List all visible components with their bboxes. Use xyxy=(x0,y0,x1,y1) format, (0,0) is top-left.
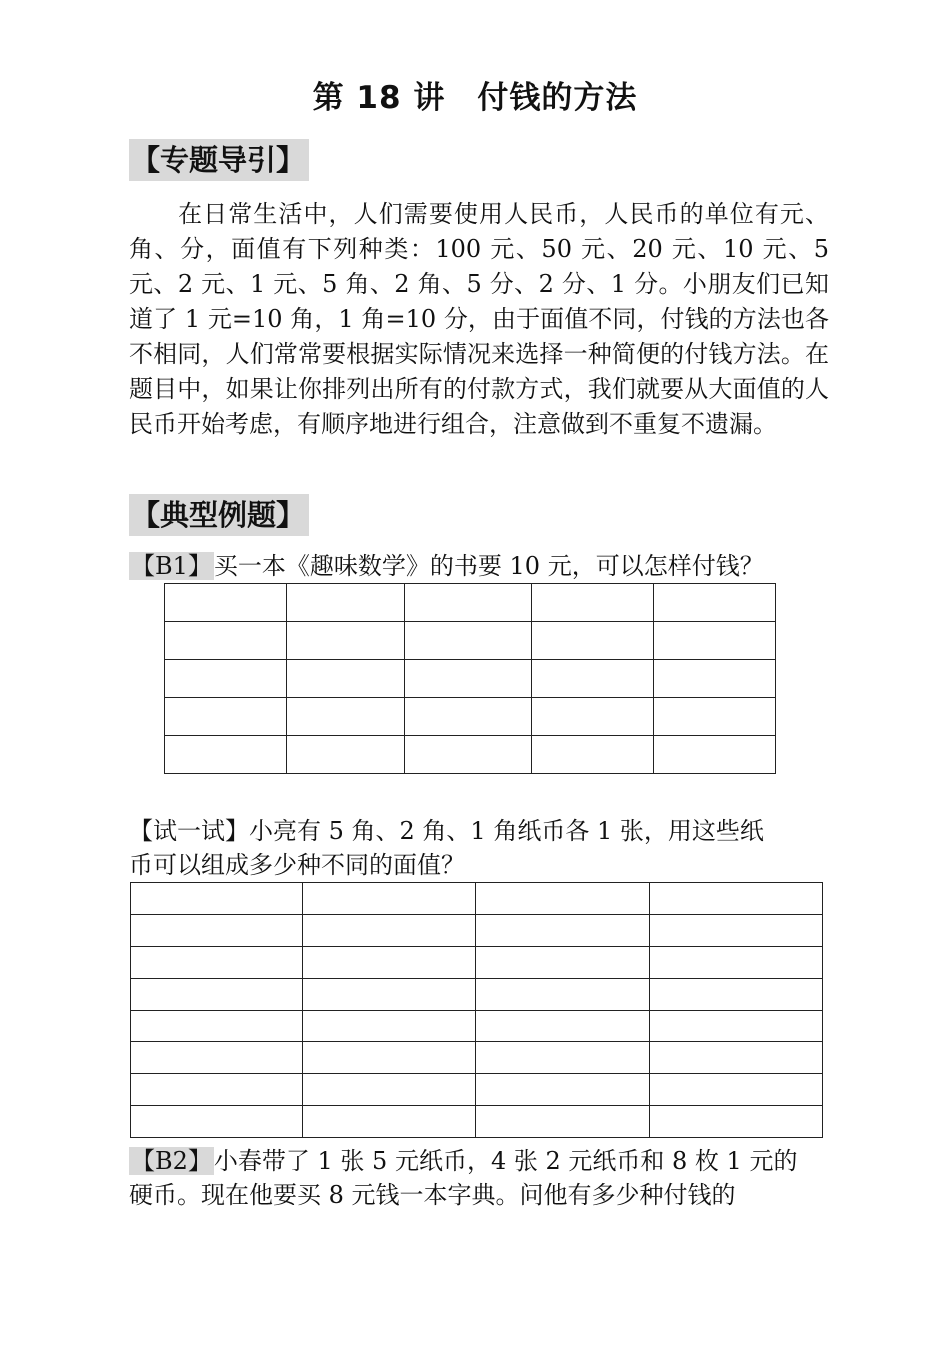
answer-cell xyxy=(287,698,405,736)
table-row xyxy=(131,1074,823,1106)
question-text-try-line1: 小亮有 5 角、2 角、1 角纸币各 1 张，用这些纸 xyxy=(249,817,764,845)
table-row xyxy=(165,736,776,774)
answer-cell xyxy=(165,736,287,774)
answer-cell xyxy=(303,1010,476,1042)
answer-cell xyxy=(532,660,654,698)
answer-cell xyxy=(287,736,405,774)
answer-cell xyxy=(476,1106,650,1138)
answer-cell xyxy=(303,1042,476,1074)
question-tag-b2: 【B2】 xyxy=(131,1147,212,1175)
answer-table-b1 xyxy=(164,583,776,774)
answer-cell xyxy=(131,946,303,978)
section-heading-intro: 【专题导引】 xyxy=(129,139,309,181)
section-heading-examples: 【典型例题】 xyxy=(129,494,309,536)
table-row xyxy=(131,978,823,1010)
answer-cell xyxy=(165,622,287,660)
answer-cell xyxy=(476,1042,650,1074)
question-b2-line1 xyxy=(129,1144,797,1178)
page-title: 第 18 讲 付钱的方法 xyxy=(312,80,638,116)
answer-cell xyxy=(476,978,650,1010)
answer-cell xyxy=(405,660,532,698)
answer-cell xyxy=(476,946,650,978)
answer-cell xyxy=(654,584,776,622)
answer-cell xyxy=(532,736,654,774)
answer-cell xyxy=(532,698,654,736)
answer-cell xyxy=(287,660,405,698)
answer-cell xyxy=(650,1074,823,1106)
answer-cell xyxy=(131,914,303,946)
answer-cell xyxy=(303,946,476,978)
answer-cell xyxy=(650,1042,823,1074)
table-row xyxy=(131,1042,823,1074)
answer-cell xyxy=(131,978,303,1010)
answer-cell xyxy=(131,883,303,915)
question-text-b1: 买一本《趣味数学》的书要 10 元，可以怎样付钱？ xyxy=(213,552,764,580)
table-row xyxy=(131,914,823,946)
answer-cell xyxy=(287,622,405,660)
answer-cell xyxy=(405,736,532,774)
answer-table-try xyxy=(130,882,823,1138)
answer-cell xyxy=(303,1074,476,1106)
answer-cell xyxy=(303,914,476,946)
answer-cell xyxy=(303,883,476,915)
answer-cell xyxy=(303,978,476,1010)
question-tag-b1: 【B1】 xyxy=(131,552,212,580)
answer-cell xyxy=(405,622,532,660)
answer-cell xyxy=(165,584,287,622)
intro-text: 在日常生活中，人们需要使用人民币，人民币的单位有元、角、分，面值有下列种类：100 元、50 元、20 元、10 元、5 元、2 元、1 元、5 角、2 角、5 分、2 分、1 分。小朋友们已知道了 1 元=10 角，1 角=10 分，由于面值不同，付钱的方法也各不相同，人们常常要根据实际情况来选择一种简便的付钱方法。在题目中，如果让你排列出所有的付款方式，我们就要从大面值的人民币开始考虑，有顺序地进行组合，注意做到不重复不遗漏。 xyxy=(129,200,829,438)
answer-cell xyxy=(654,736,776,774)
answer-cell xyxy=(287,584,405,622)
answer-cell xyxy=(165,698,287,736)
answer-cell xyxy=(654,698,776,736)
answer-cell xyxy=(476,1010,650,1042)
table-row xyxy=(131,883,823,915)
answer-cell xyxy=(532,622,654,660)
answer-cell xyxy=(650,978,823,1010)
answer-cell xyxy=(165,660,287,698)
question-tag-try: 【试一试】 xyxy=(129,817,249,845)
answer-cell xyxy=(303,1106,476,1138)
table-row xyxy=(165,660,776,698)
answer-cell xyxy=(650,1010,823,1042)
table-row xyxy=(131,1010,823,1042)
answer-cell xyxy=(131,1106,303,1138)
answer-cell xyxy=(650,883,823,915)
table-row xyxy=(165,584,776,622)
question-b2-line2: 硬币。现在他要买 8 元钱一本字典。问他有多少种付钱的 xyxy=(129,1181,736,1209)
answer-cell xyxy=(650,1106,823,1138)
table-row xyxy=(165,622,776,660)
question-try-line2: 币可以组成多少种不同的面值？ xyxy=(129,851,465,879)
question-text-b2-line1: 小春带了 1 张 5 元纸币，4 张 2 元纸币和 8 枚 1 元的 xyxy=(213,1147,798,1175)
table-row xyxy=(131,946,823,978)
answer-cell xyxy=(532,584,654,622)
answer-cell xyxy=(476,883,650,915)
answer-cell xyxy=(131,1042,303,1074)
answer-cell xyxy=(131,1074,303,1106)
question-try-line1 xyxy=(129,814,764,848)
table-row xyxy=(165,698,776,736)
answer-cell xyxy=(476,914,650,946)
answer-cell xyxy=(650,914,823,946)
answer-cell xyxy=(131,1010,303,1042)
answer-cell xyxy=(405,698,532,736)
answer-cell xyxy=(650,946,823,978)
table-row xyxy=(131,1106,823,1138)
intro-paragraph xyxy=(129,197,829,442)
answer-cell xyxy=(654,622,776,660)
question-b1 xyxy=(129,549,764,583)
answer-cell xyxy=(654,660,776,698)
answer-cell xyxy=(405,584,532,622)
answer-cell xyxy=(476,1074,650,1106)
